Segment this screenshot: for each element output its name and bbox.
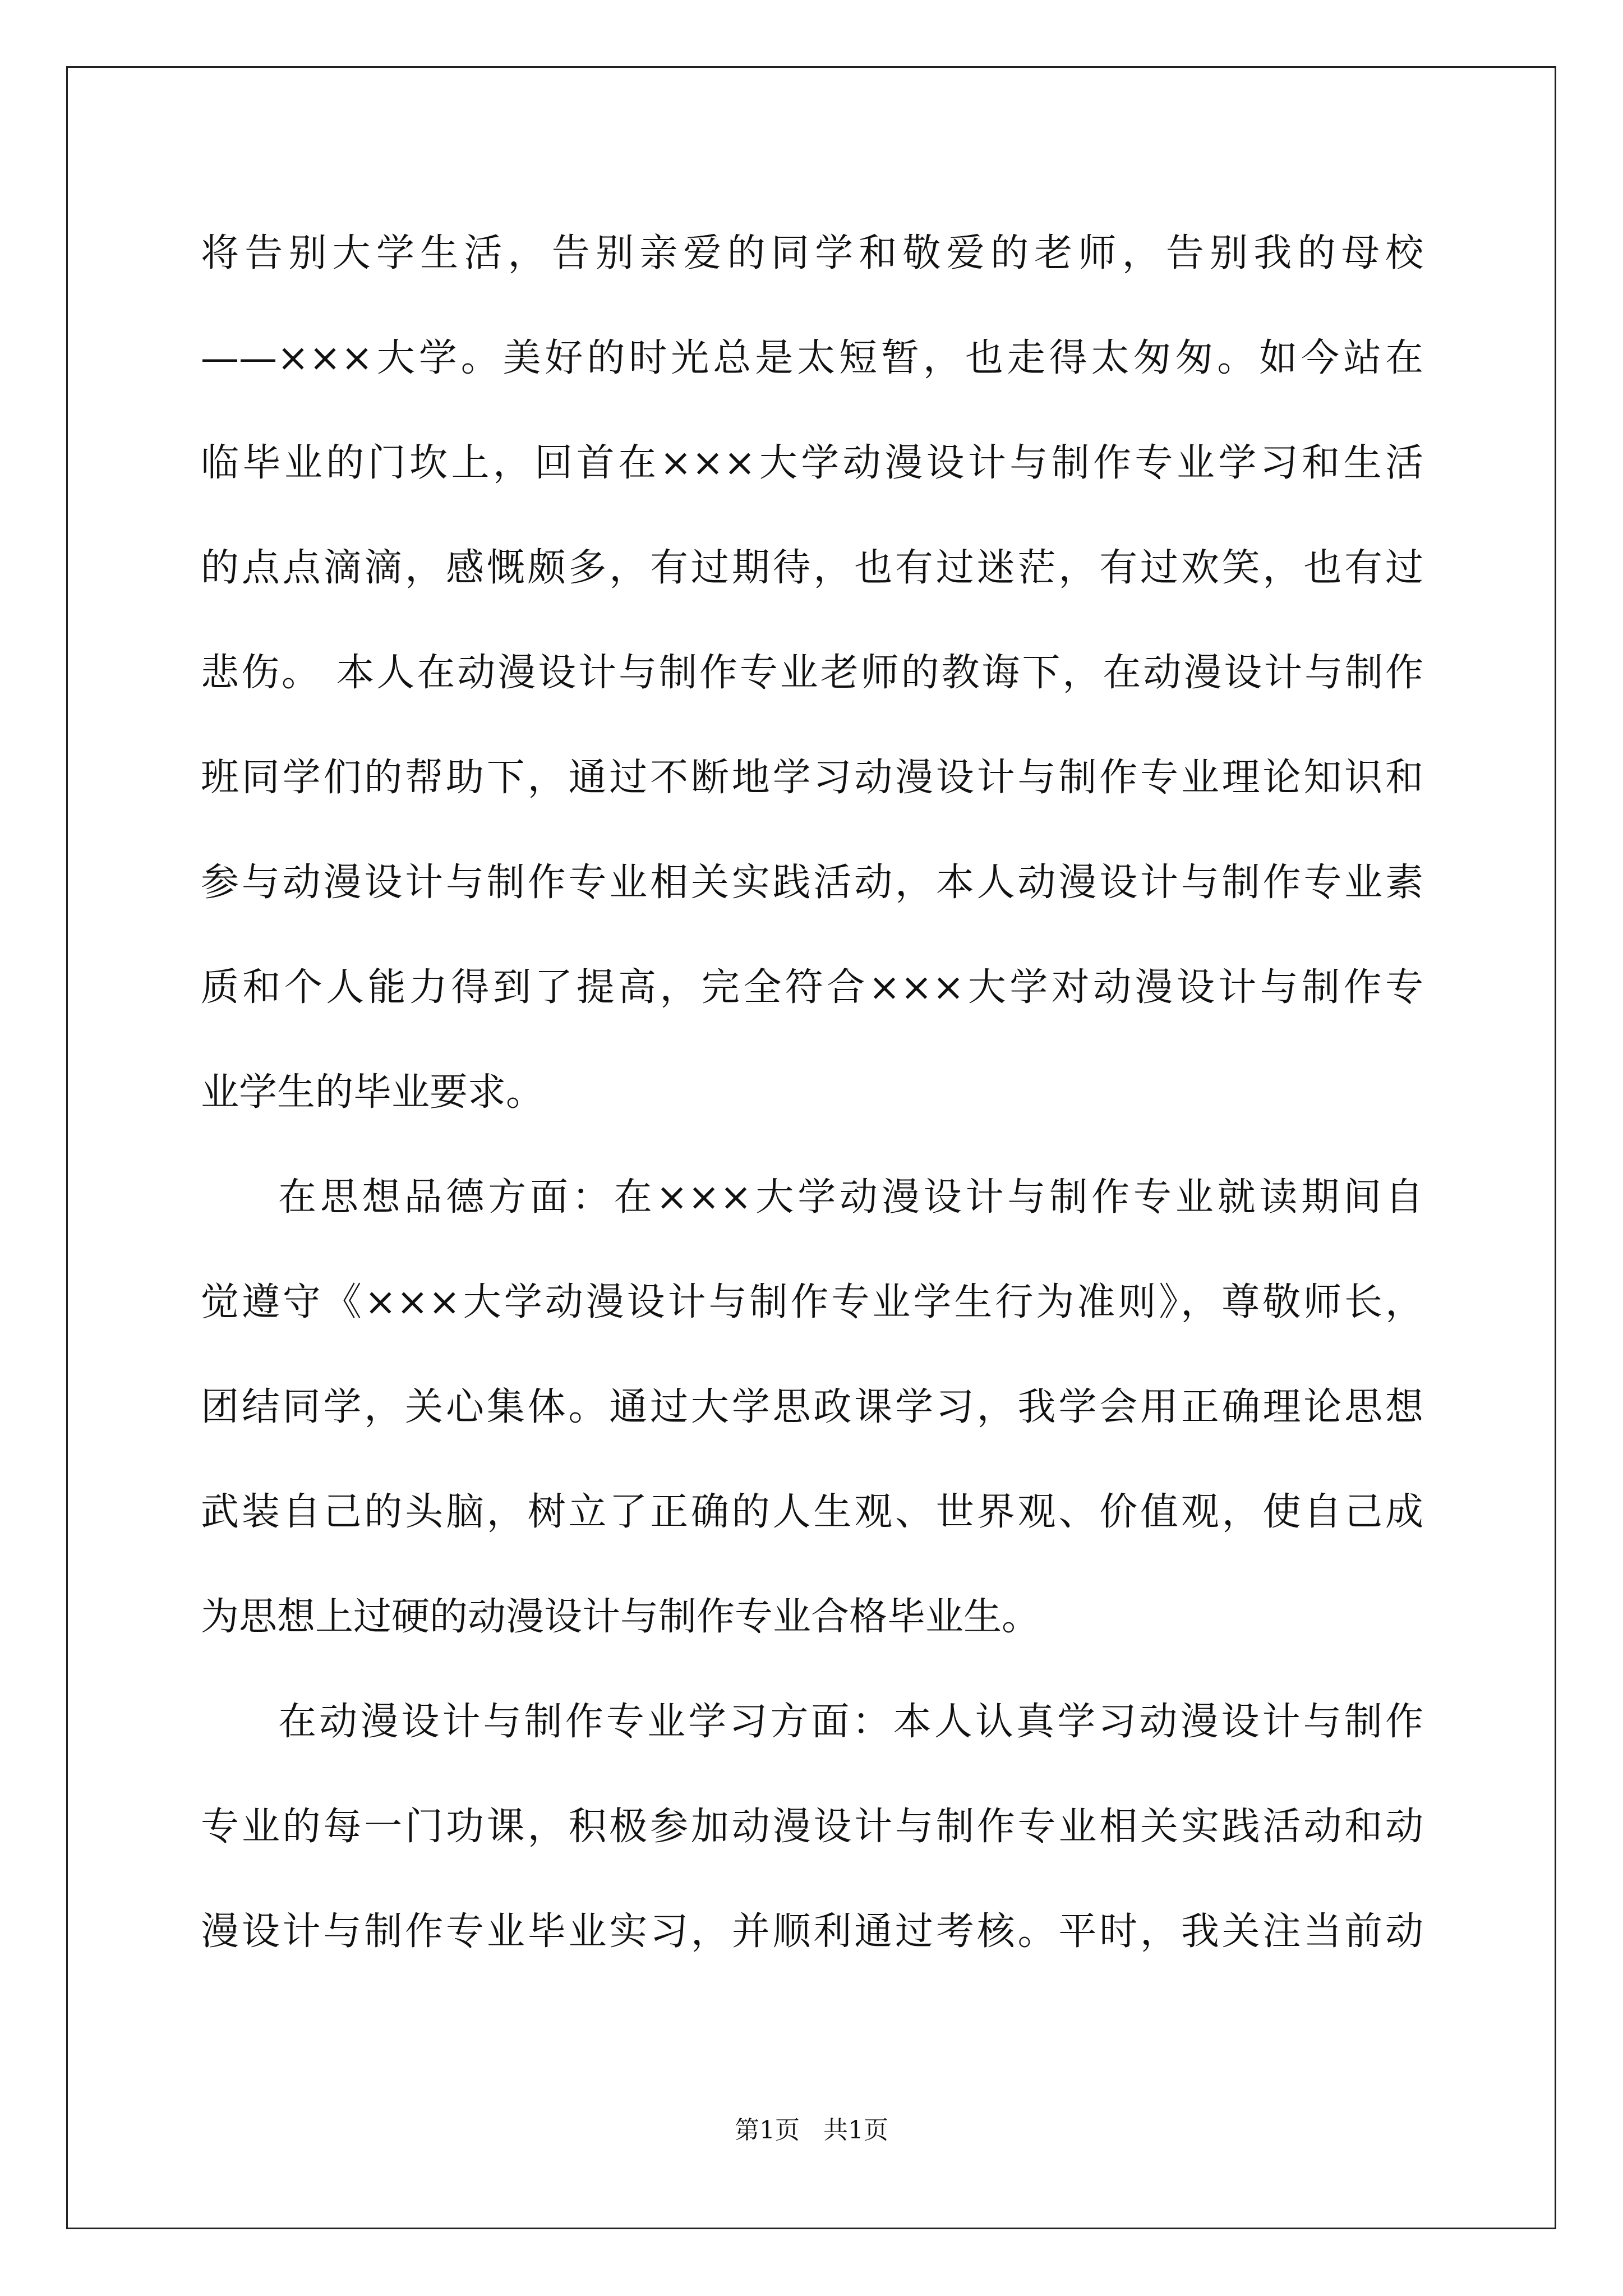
text-line: 悲伤。 本人在动漫设计与制作专业老师的教诲下，在动漫设计与制作 (201, 651, 1423, 695)
text-line: 业学生的毕业要求。 (201, 1070, 545, 1115)
text-line: 武装自己的头脑，树立了正确的人生观、世界观、价值观，使自己成 (201, 1490, 1423, 1534)
text-line: 觉遵守《×××大学动漫设计与制作专业学生行为准则》，尊敬师长， (201, 1280, 1423, 1324)
text-line: 团结同学，关心集体。通过大学思政课学习，我学会用正确理论思想 (201, 1385, 1423, 1429)
text-line: 专业的每一门功课，积极参加动漫设计与制作专业相关实践活动和动 (201, 1805, 1423, 1849)
text-line: 为思想上过硬的动漫设计与制作专业合格毕业生。 (201, 1595, 1040, 1639)
text-line: 将告别大学生活，告别亲爱的同学和敬爱的老师，告别我的母校 (201, 231, 1423, 275)
text-line: 参与动漫设计与制作专业相关实践活动，本人动漫设计与制作专业素 (201, 861, 1423, 905)
paragraph-start-line: 在思想品德方面：在×××大学动漫设计与制作专业就读期间自 (278, 1175, 1423, 1220)
text-line: ——×××大学。美好的时光总是太短暂，也走得太匆匆。如今站在 (201, 336, 1423, 380)
text-line: 临毕业的门坎上，回首在×××大学动漫设计与制作专业学习和生活 (201, 441, 1423, 485)
text-line: 的点点滴滴，感慨颇多，有过期待，也有过迷茫，有过欢笑，也有过 (201, 546, 1423, 590)
paragraph-start-line: 在动漫设计与制作专业学习方面：本人认真学习动漫设计与制作 (278, 1700, 1423, 1744)
text-line: 质和个人能力得到了提高，完全符合×××大学对动漫设计与制作专 (201, 965, 1423, 1010)
text-line: 漫设计与制作专业毕业实习，并顺利通过考核。平时，我关注当前动 (201, 1910, 1423, 1954)
text-line: 班同学们的帮助下，通过不断地学习动漫设计与制作专业理论知识和 (201, 756, 1423, 800)
page-number-footer: 第1页 共1页 (735, 2116, 888, 2145)
